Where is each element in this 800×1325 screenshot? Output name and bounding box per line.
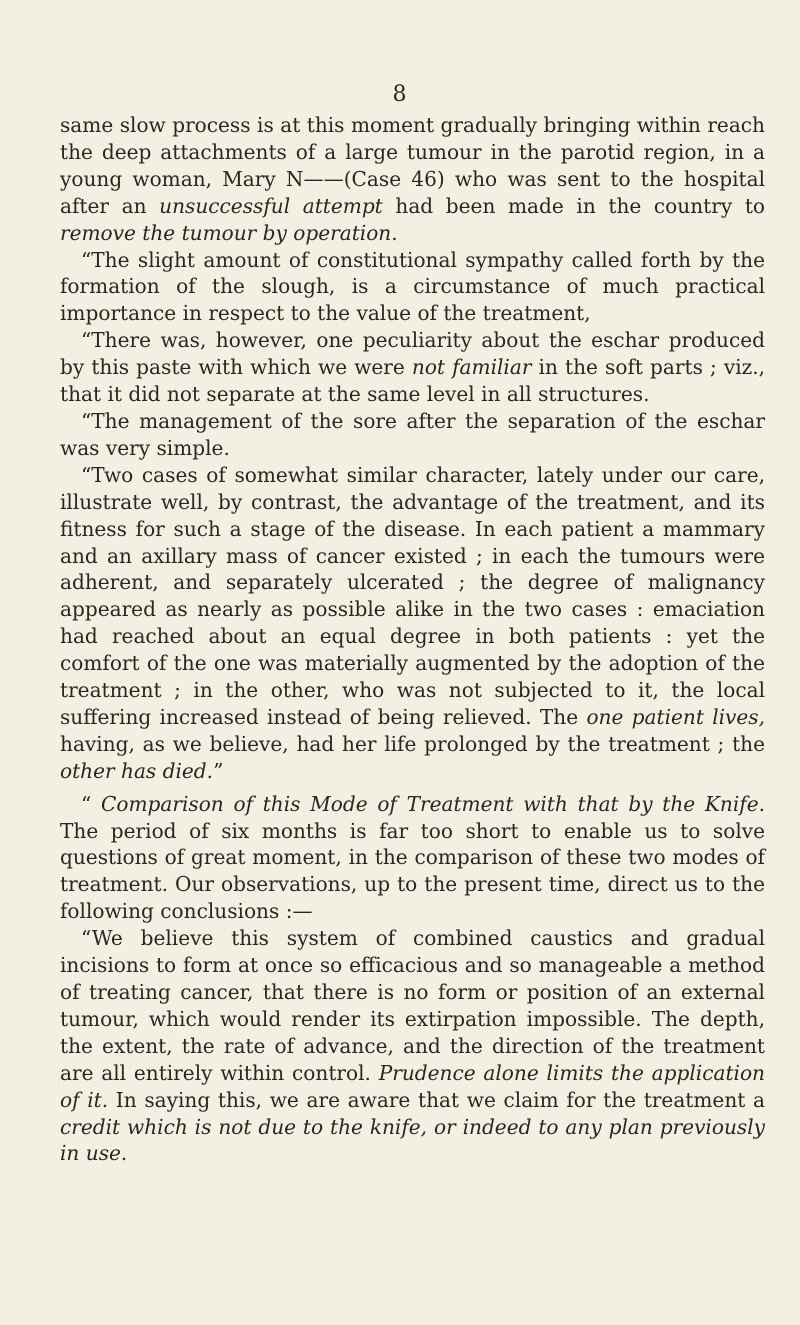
text: “There was, however, one peculiarity about the eschar produced by this paste with which we were	[60, 328, 765, 380]
emphasis: other has died.	[60, 758, 214, 783]
paragraph	[60, 791, 765, 926]
paragraph: “The slight amount of constitutional sympathy called forth by the formation of the slough, is a circumstance of much practical importance in respect to the value of the treatment,	[60, 247, 765, 326]
emphasis: remove the tumour by operation.	[60, 220, 398, 245]
text: having, as we believe, had her life prolonged by the treatment ; the	[60, 731, 765, 756]
emphasis: credit which is not due to the knife, or indeed to any plan previously in use.	[60, 1114, 765, 1166]
text: In saying this, we are aware that we claim for the treatment a	[108, 1087, 765, 1112]
text: had been made in the country to	[382, 193, 765, 218]
text: “Two cases of somewhat similar character, lately under our care, illustrate well, by contrast, the advantage of the treatment, and its fitness for such a stage of the disease. In each patient a mammary and an axillary mass of cancer existed ; in each the tumours were adherent, and separately ulcerated ; the degree of malignancy appeared as nearly as possible alike in the two cases : emaciation had reached about an equal degree in both patients : yet the comfort of the one was materially augmented by the adoption of the treatment ; in the other, who was not subjected to it, the local suffering increased instead of being relieved. The	[60, 462, 765, 729]
quote-mark: “	[81, 791, 101, 816]
section-heading: Comparison of this Mode of Treatment with that by the Knife.	[101, 791, 765, 816]
text: same slow process is at this moment gradually bringing within reach the deep attachments of a large tumour in the parotid region, in a young woman, Mary N	[60, 113, 765, 191]
paragraph	[60, 925, 765, 1167]
paragraph: “The management of the sore after the separation of the eschar was very simple.	[60, 408, 765, 460]
dash: ——	[303, 166, 344, 191]
body-text	[60, 112, 765, 1167]
text: (Case 46) who was sent to the hospital after an	[60, 166, 766, 218]
emphasis: not familiar	[411, 355, 532, 380]
paragraph	[60, 462, 765, 785]
paragraph	[60, 327, 765, 408]
text: “We believe this system of combined caustics and gradual incisions to form at once so efficacious and so manageable a method of treating cancer, that there is no form or position of an external tumour, which would render its extirpation impossible. The depth, the extent, the rate of advance, and the direction of the treatment are all entirely within control.	[60, 926, 765, 1085]
page-number: 8	[392, 82, 408, 107]
emphasis: one patient lives,	[586, 704, 765, 729]
emphasis: unsuccessful attempt	[159, 193, 383, 218]
text: in the soft parts ; viz., that it did not separate at the same level in all structures.	[60, 355, 766, 407]
paragraph	[60, 112, 765, 247]
emphasis: Prudence alone limits the application of it.	[60, 1060, 765, 1112]
text: The period of six months is far too short to enable us to solve questions of great moment, in the comparison of these two modes of treatment. Our observations, up to the present time, direct us to the following conclusions :—	[60, 818, 765, 924]
text: ”	[213, 758, 224, 783]
